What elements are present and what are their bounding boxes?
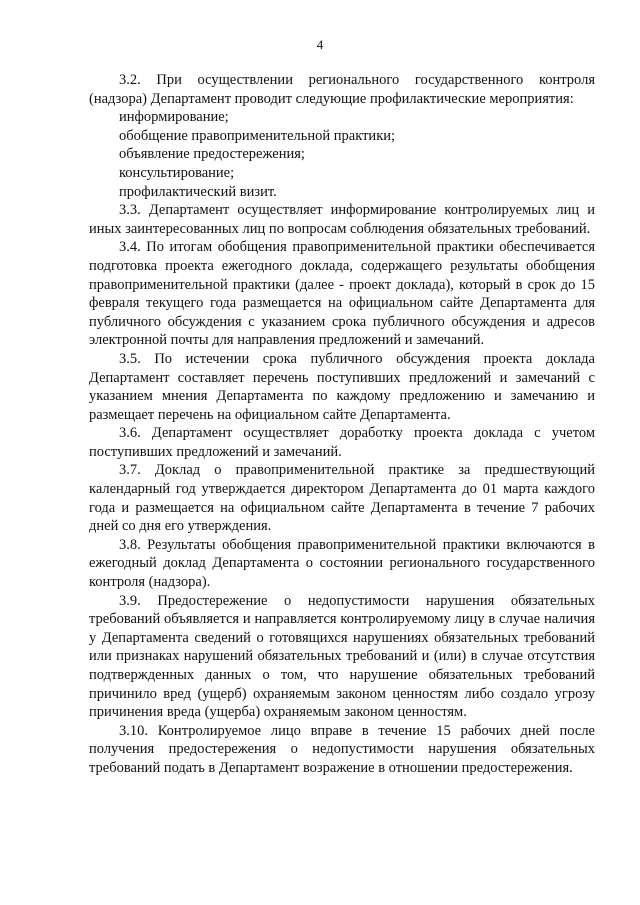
paragraph-3-2: 3.2. При осуществлении регионального государственного контроля (надзора) Департамент проводит следующие профилактические мероприятия: — [89, 72, 595, 107]
paragraph-3-10: 3.10. Контролируемое лицо вправе в течение 15 рабочих дней после получения предостережения о недопустимости нарушения обязательных требований подать в Департамент возражение в отношении предостережения. — [89, 722, 595, 776]
list-item: информирование; — [119, 109, 229, 126]
paragraph-3-6: 3.6. Департамент осуществляет доработку проекта доклада с учетом поступивших предложений и замечаний. — [89, 425, 595, 460]
paragraph-3-4: 3.4. По итогам обобщения правоприменительной практики обеспечивается подготовка проекта ежегодного доклада, содержащего результаты обобщения правоприменительной практики (далее - проект доклада), который в срок до 15 февраля текущего года размещается на официальном сайте Департамента для публичного обсуждения с указанием срока публичного обсуждения и адресов электронной почты для направления предложений и замечаний. — [89, 239, 595, 349]
paragraph-3-8: 3.8. Результаты обобщения правоприменительной практики включаются в ежегодный доклад Департамента о состоянии регионального государственного контроля (надзора). — [89, 536, 595, 591]
list-item: консультирование; — [119, 164, 235, 181]
paragraph-3-3: 3.3. Департамент осуществляет информирование контролируемых лиц и иных заинтересованных лиц по вопросам соблюдения обязательных требований. — [89, 202, 595, 237]
list-item: профилактический визит. — [119, 183, 277, 200]
paragraph-3-7: 3.7. Доклад о правоприменительной практике за предшествующий календарный год утверждается директором Департамента до 01 марта каждого года и размещается на официальном сайте Департамента в течение 7 рабочих дней со дня его утверждения. — [89, 462, 595, 535]
document-body — [89, 71, 595, 778]
paragraph-3-9: 3.9. Предостережение о недопустимости нарушения обязательных требований объявляется и направляется контролируемому лицу в случае наличия у Департамента сведений о готовящихся нарушениях обязательных требований или признаках нарушений обязательных требований и (или) в случае отсутствия подтвержденных данных о том, что нарушение обязательных требований причинило вред (ущерб) охраняемым законом ценностям либо создало угрозу причинения вреда (ущерба) охраняемым законом ценностям. — [89, 592, 595, 721]
list-item: объявление предостережения; — [119, 146, 305, 163]
page-number: 4 — [316, 37, 324, 52]
list-item: обобщение правоприменительной практики; — [119, 127, 396, 144]
paragraph-3-5: 3.5. По истечении срока публичного обсуждения проекта доклада Департамент составляет перечень поступивших предложений и замечаний с указанием мнения Департамента по каждому предложению и замечанию и размещает перечень на официальном сайте Департамента. — [89, 350, 595, 423]
